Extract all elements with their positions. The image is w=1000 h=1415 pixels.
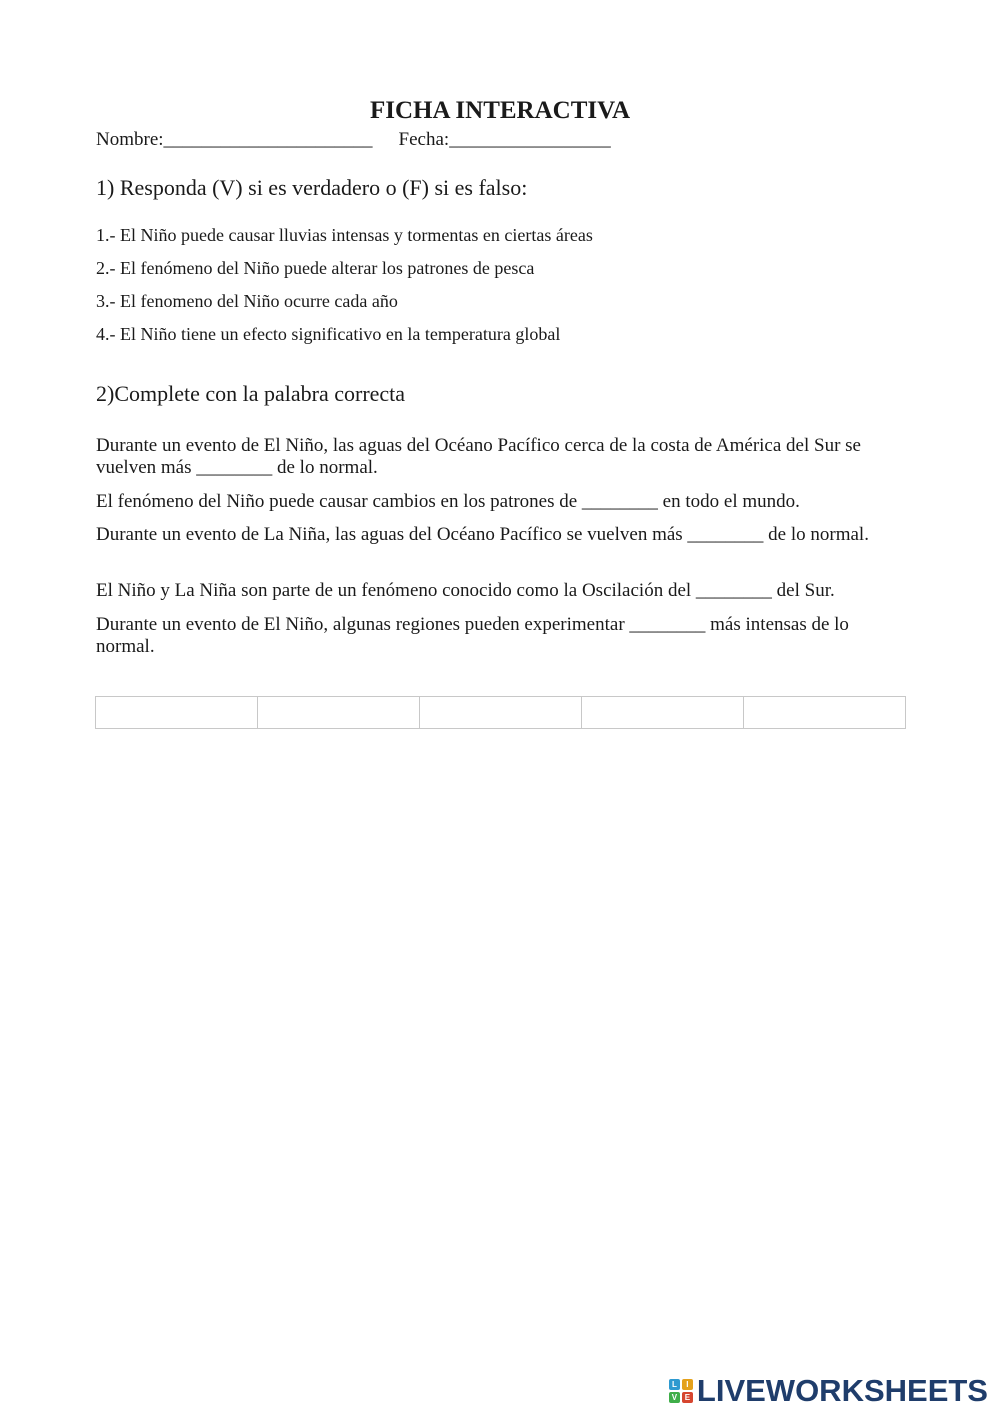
true-false-item-2[interactable]: 2.- El fenómeno del Niño puede alterar los patrones de pesca bbox=[96, 258, 535, 278]
logo-tile-icon: L bbox=[669, 1379, 680, 1390]
word-bank-cell-1[interactable] bbox=[96, 697, 258, 729]
liveworksheets-logo-icon bbox=[669, 1379, 693, 1403]
true-false-item-1[interactable]: 1.- El Niño puede causar lluvias intensas y tormentas en ciertas áreas bbox=[96, 225, 593, 245]
section-2-heading: 2)Complete con la palabra correcta bbox=[96, 381, 406, 406]
logo-tile-icon: V bbox=[669, 1392, 680, 1403]
logo-tile-icon: I bbox=[682, 1379, 693, 1390]
word-bank-table bbox=[95, 696, 906, 729]
word-bank-cell-5[interactable] bbox=[744, 697, 906, 729]
word-bank-cell-3[interactable] bbox=[420, 697, 582, 729]
logo-tile-icon: E bbox=[682, 1392, 693, 1403]
liveworksheets-logo bbox=[669, 1374, 988, 1408]
worksheet-title: FICHA INTERACTIVA bbox=[369, 97, 630, 124]
word-bank-cell-2[interactable] bbox=[258, 697, 420, 729]
liveworksheets-logo-text: LIVEWORKSHEETS bbox=[696, 1373, 988, 1408]
fill-blank-item-4[interactable]: El Niño y La Niña son parte de un fenómeno conocido como la Oscilación del ________ del Sur. bbox=[96, 580, 835, 601]
fill-blank-item-1[interactable]: Durante un evento de El Niño, las aguas del Océano Pacífico cerca de la costa de América del Sur se vuelven más ________ de lo normal. bbox=[96, 435, 861, 478]
date-field[interactable]: Fecha:_________________ bbox=[398, 129, 611, 150]
section-1-heading: 1) Responda (V) si es verdadero o (F) si es falso: bbox=[96, 175, 528, 200]
fill-blank-item-3[interactable]: Durante un evento de La Niña, las aguas del Océano Pacífico se vuelven más ________ de lo normal. bbox=[96, 524, 869, 545]
true-false-item-4[interactable]: 4.- El Niño tiene un efecto significativo en la temperatura global bbox=[96, 324, 561, 344]
fill-blank-item-2[interactable]: El fenómeno del Niño puede causar cambios en los patrones de ________ en todo el mundo. bbox=[96, 491, 800, 512]
word-bank-cell-4[interactable] bbox=[582, 697, 744, 729]
fill-blank-item-5[interactable]: Durante un evento de El Niño, algunas regiones pueden experimentar ________ más intensas de lo normal. bbox=[96, 614, 849, 657]
student-info-line bbox=[96, 128, 611, 152]
word-bank-row bbox=[96, 697, 906, 729]
name-field[interactable]: Nombre:______________________ bbox=[96, 129, 373, 150]
true-false-item-3[interactable]: 3.- El fenomeno del Niño ocurre cada año bbox=[96, 291, 398, 311]
